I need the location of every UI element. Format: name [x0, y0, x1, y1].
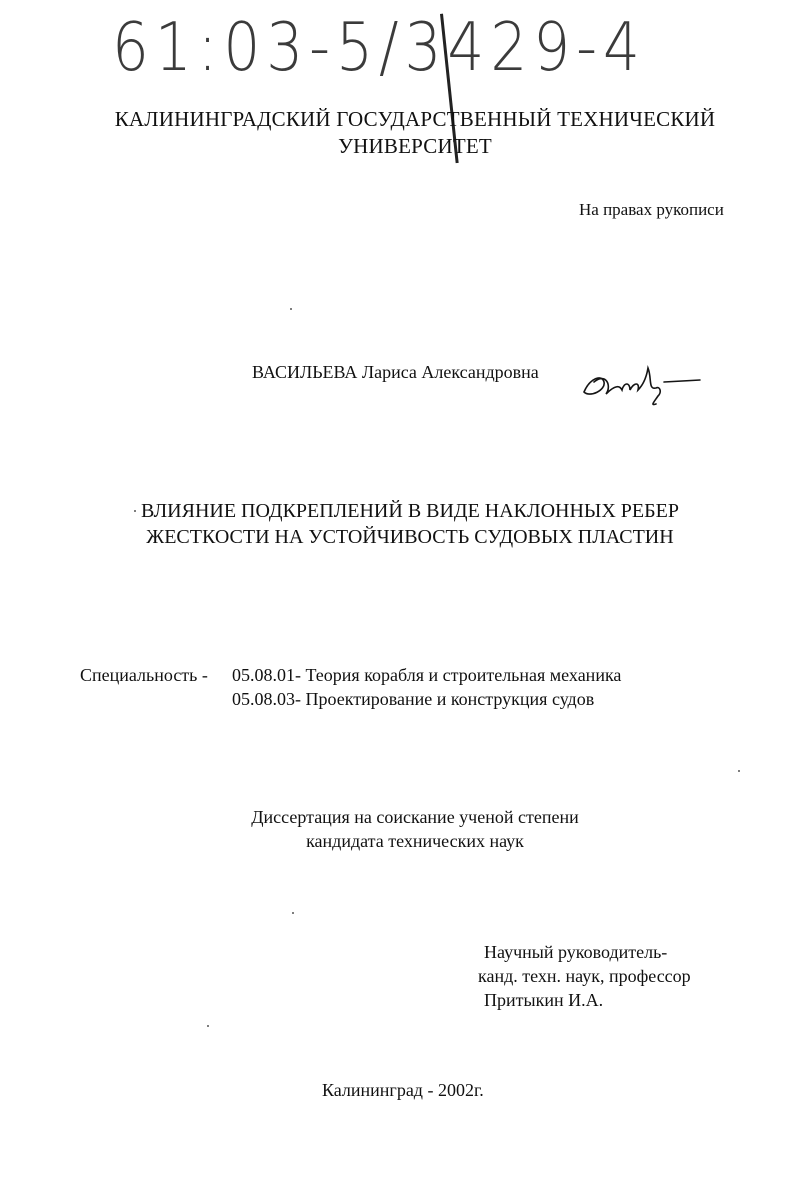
scan-speck: [290, 308, 292, 310]
specialty-label: Специальность -: [80, 665, 208, 685]
university-header: [0, 106, 795, 160]
supervisor-role: Научный руководитель-: [484, 942, 668, 962]
supervisor-name: Притыкин И.А.: [484, 990, 604, 1010]
dissertation-degree: [0, 805, 795, 853]
author-surname: ВАСИЛЬЕВА: [252, 362, 358, 382]
degree-line-1: Диссертация на соискание ученой степени: [251, 807, 579, 827]
author-name: [252, 362, 539, 383]
dissertation-title: [0, 498, 795, 550]
supervisor-degree: канд. техн. наук, профессор: [478, 966, 691, 986]
title-line-1: ВЛИЯНИЕ ПОДКРЕПЛЕНИЙ В ВИДЕ НАКЛОННЫХ РЕБЕР: [141, 500, 679, 522]
specialty-item: 05.08.03- Проектирование и конструкция судов: [232, 689, 595, 709]
author-signature: [576, 352, 706, 412]
title-line-2: ЖЕСТКОСТИ НА УСТОЙЧИВОСТЬ СУДОВЫХ ПЛАСТИН: [146, 526, 674, 548]
rights-note: На правах рукописи: [579, 200, 724, 219]
scan-speck: [292, 912, 294, 914]
degree-line-2: кандидата технических наук: [306, 831, 524, 851]
author-given-names: Лариса Александровна: [361, 362, 539, 382]
city-year: Калининград - 2002г.: [322, 1080, 484, 1100]
university-line-1: КАЛИНИНГРАДСКИЙ ГОСУДАРСТВЕННЫЙ ТЕХНИЧЕСКИЙ: [114, 107, 716, 131]
handwritten-catalog-number: 61:03-5/3429-4: [112, 8, 646, 87]
university-line-2: УНИВЕРСИТЕТ: [338, 134, 492, 158]
scan-speck: [738, 770, 740, 772]
specialty-item: 05.08.01- Теория корабля и строительная механика: [232, 665, 622, 685]
scan-speck: [134, 510, 136, 512]
scan-speck: [207, 1025, 209, 1027]
